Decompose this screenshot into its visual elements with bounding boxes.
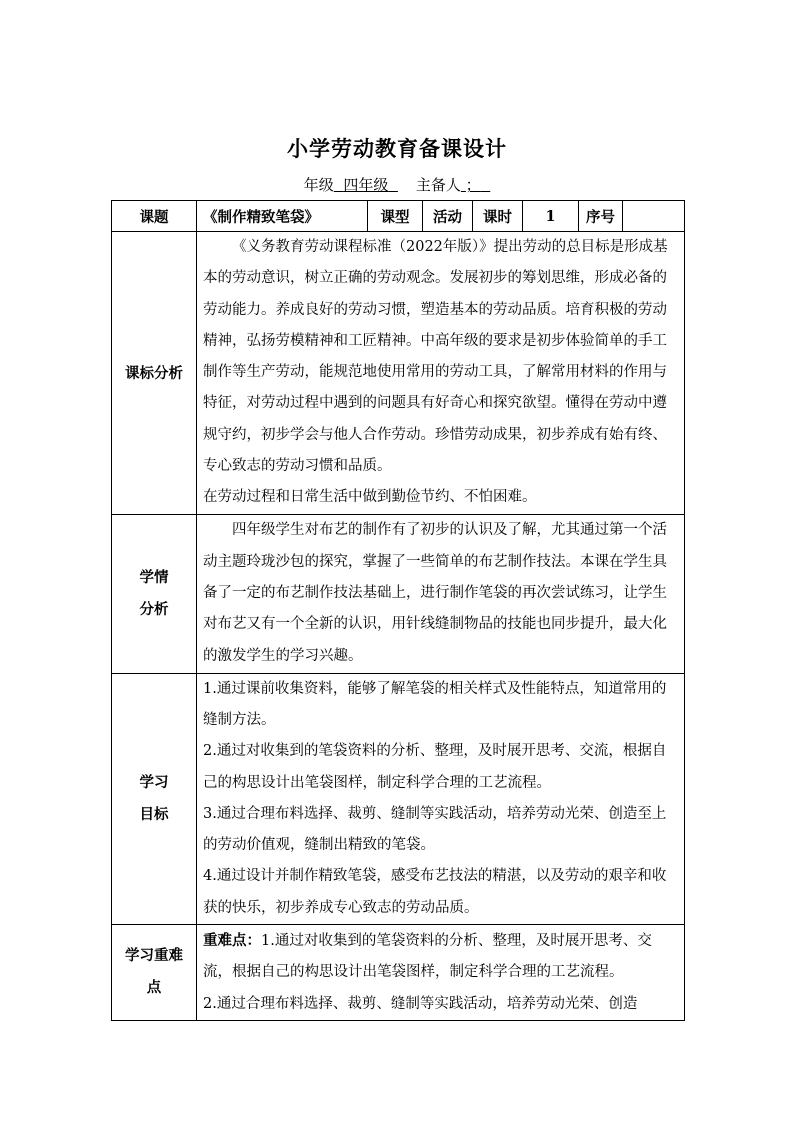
preparer-value: ；: [465, 176, 481, 194]
grade-value: 四年级: [343, 176, 389, 194]
hours-value: 1: [523, 201, 579, 232]
key-points-prefix: 重难点：: [203, 932, 261, 950]
students-row: [112, 514, 685, 673]
objective-item-4: 4.通过设计并制作精致笔袋，感受布艺技法的精湛，以及劳动的艰辛和收获的快乐，初步养成专心致志的劳动品质。: [203, 868, 667, 916]
grade-preparer-line: [0, 174, 794, 195]
topic-label: 课题: [112, 201, 197, 232]
type-value: 活动: [423, 201, 473, 232]
objective-item-1: 1.通过课前收集资料，能够了解笔袋的相关样式及性能特点，知道常用的缝制方法。: [203, 680, 667, 728]
page-title: 小学劳动教育备课设计: [287, 136, 507, 161]
standards-paragraph-1: 《义务教育劳动课程标准（2022年版）》提出劳动的总目标是形成基本的劳动意识，树立正确的劳动观念。发展初步的筹划思维，形成必备的劳动能力。养成良好的劳动习惯，塑造基本的劳动品质。培育积极的劳动精神，弘扬劳模精神和工匠精神。中高年级的要求是初步体验简单的手工制作等生产劳动，能规范地使用常用的劳动工具，了解常用材料的作用与特征，对劳动过程中遇到的问题具有好奇心和探究欲望。懂得在劳动中遵规守约，初步学会与他人合作劳动。珍惜劳动成果，初步养成有始有终、专心致志的劳动习惯和品质。: [203, 239, 668, 475]
header-row: [112, 201, 685, 232]
standards-content: [197, 232, 685, 515]
objectives-row: [112, 673, 685, 924]
standards-row: [112, 232, 685, 515]
standards-paragraph-2: 在劳动过程和日常生活中做到勤俭节约、不怕困难。: [203, 489, 537, 506]
seq-label: 序号: [579, 201, 623, 232]
type-label: 课型: [368, 201, 423, 232]
standards-label: 课标分析: [112, 232, 197, 515]
key-points-content: [197, 925, 685, 1021]
lesson-plan-table: [111, 200, 685, 1021]
objective-item-2: 2.通过对收集到的笔袋资料的分析、整理，及时展开思考、交流，根据自己的构思设计出笔袋图样，制定科学合理的工艺流程。: [203, 743, 667, 791]
preparer-label: 主备人: [415, 176, 461, 194]
grade-label: 年级: [303, 176, 334, 194]
seq-value: [623, 201, 685, 232]
key-point-item-2: 2.通过合理布料选择、裁剪、缝制等实践活动，培养劳动光荣、创造: [203, 995, 638, 1012]
students-content: [197, 514, 685, 673]
objective-item-3: 3.通过合理布料选择、裁剪、缝制等实践活动，培养劳动光荣、创造至上的劳动价值观，缝制出精致的笔袋。: [203, 805, 667, 854]
hours-label: 课时: [473, 201, 523, 232]
key-points-label: 学习重难 点: [112, 925, 197, 1021]
key-points-row: [112, 925, 685, 1021]
objectives-label: 学习 目标: [112, 673, 197, 924]
topic-value: 《制作精致笔袋》: [197, 201, 368, 232]
key-point-item-1: 重难点：1.通过对收集到的笔袋资料的分析、整理，及时展开思考、交流，根据自己的构思设计出笔袋图样，制定科学合理的工艺流程。: [203, 932, 652, 981]
objectives-content: [197, 673, 685, 924]
students-label: 学情 分析: [112, 514, 197, 673]
students-paragraph: 四年级学生对布艺的制作有了初步的认识及了解，尤其通过第一个活动主题玲珑沙包的探究，掌握了一些简单的布艺制作技法。本课在学生具备了一定的布艺制作技法基础上，进行制作笔袋的再次尝试练习，让学生对布艺又有一个全新的认识，用针线缝制物品的技能也同步提升，最大化的激发学生的学习兴趣。: [203, 522, 667, 664]
